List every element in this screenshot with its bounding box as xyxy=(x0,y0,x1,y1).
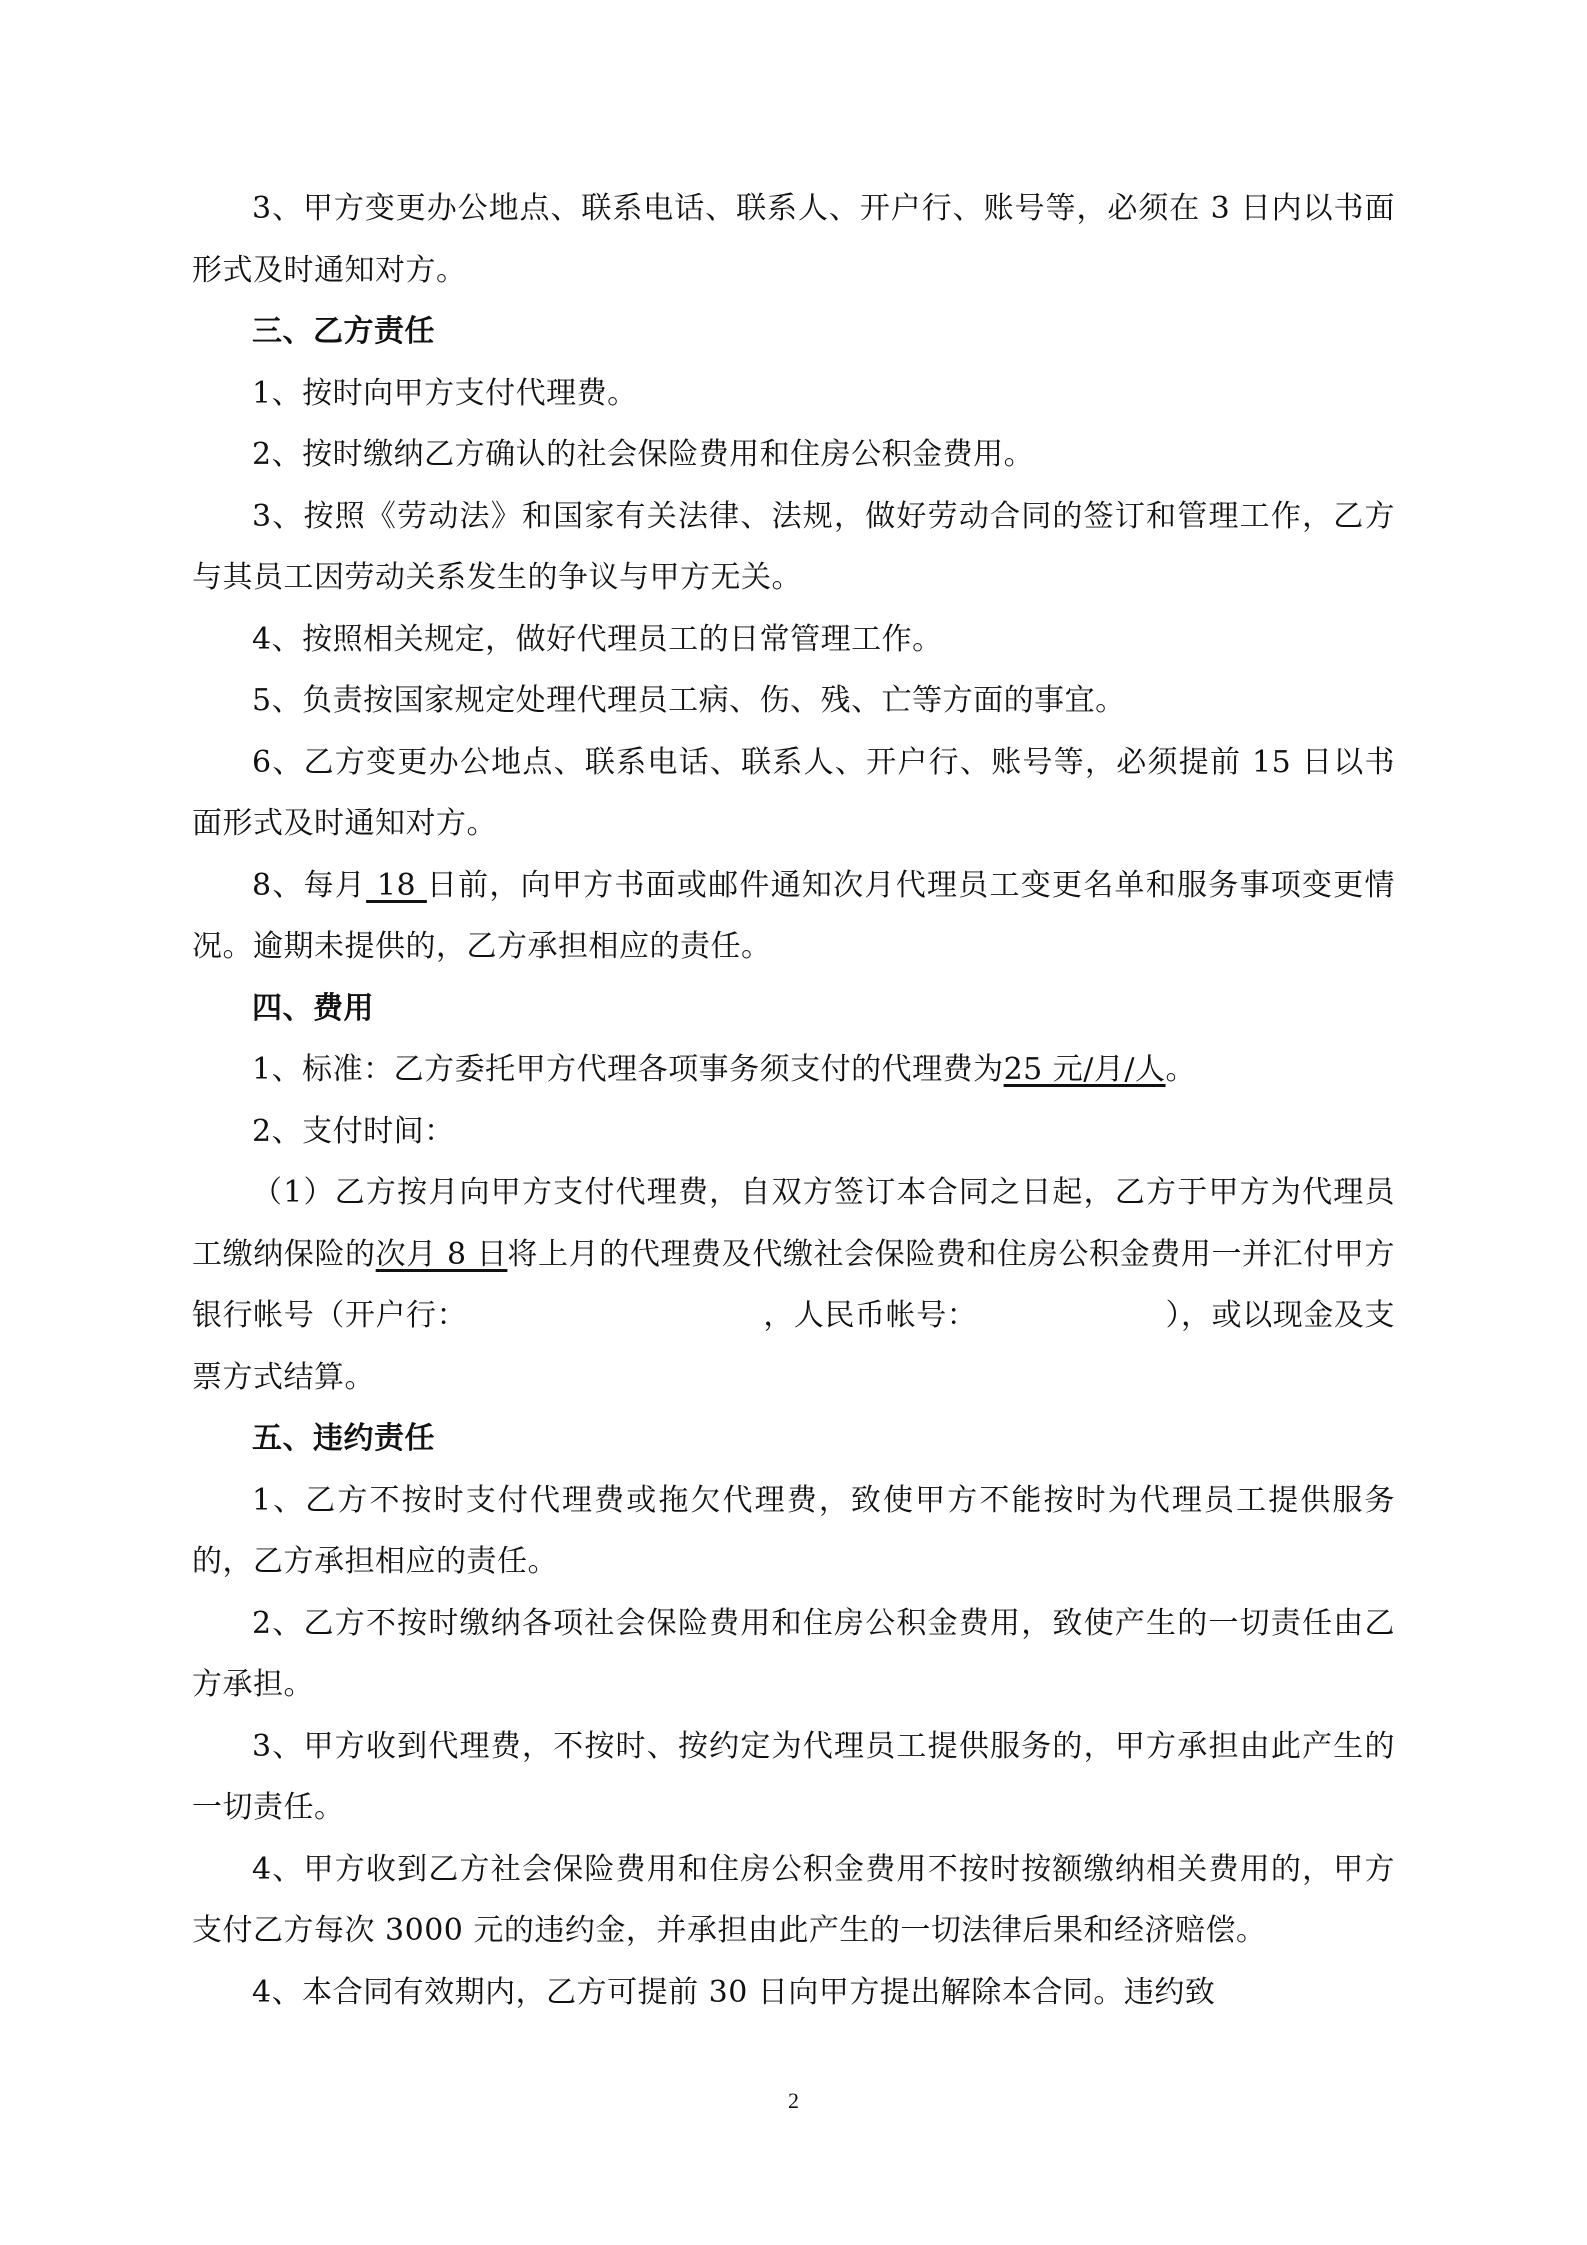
clause-yi-6: 6、乙方变更办公地点、联系电话、联系人、开户行、账号等，必须提前 15 日以书面形式及时通知对方。 xyxy=(192,744,1395,841)
clause-fee-2: 2、支付时间： xyxy=(252,1113,455,1149)
clause-yi-8-after: 日前，向甲方书面或邮件通知次月代理员工变更名单和服务事项变更情况。逾期未提供的，乙方承担相应的责任。 xyxy=(192,867,1396,964)
clause-yi-3: 3、按照《劳动法》和国家有关法律、法规，做好劳动合同的签订和管理工作，乙方与其员工因劳动关系发生的争议与甲方无关。 xyxy=(192,498,1395,595)
page-number: 2 xyxy=(788,2088,799,2113)
section-heading-fees: 四、费用 xyxy=(252,990,374,1026)
clause-breach-1: 1、乙方不按时支付代理费或拖欠代理费，致使甲方不能按时为代理员工提供服务的，乙方承担相应的责任。 xyxy=(192,1482,1395,1579)
clause-jia-3: 3、甲方变更办公地点、联系电话、联系人、开户行、账号等，必须在 3 日内以书面形式及时通知对方。 xyxy=(192,191,1395,288)
clause-yi-8-before: 8、每月 xyxy=(252,867,367,903)
clause-fee-2-1 xyxy=(192,1162,1395,1408)
clause-fee-2-1-middle2: ，人民币帐号： xyxy=(763,1298,978,1333)
clause-fee-1-before: 1、标准：乙方委托甲方代理各项事务须支付的代理费为 xyxy=(252,1052,1004,1087)
section-heading-breach: 五、违约责任 xyxy=(252,1421,435,1456)
clause-yi-4: 4、按照相关规定，做好代理员工的日常管理工作。 xyxy=(252,621,943,657)
clause-yi-5: 5、负责按国家规定处理代理员工病、伤、残、亡等方面的事宜。 xyxy=(252,683,1126,718)
section-heading-yi-responsibility: 三、乙方责任 xyxy=(252,314,435,349)
clause-yi-8 xyxy=(192,855,1395,978)
clause-breach-4a: 4、甲方收到乙方社会保险费用和住房公积金费用不按时按额缴纳相关费用的，甲方支付乙方每次 3000 元的违约金，并承担由此产生的一切法律后果和经济赔偿。 xyxy=(192,1851,1395,1948)
document-body xyxy=(192,178,1395,2023)
clause-fee-2-1-before: （1）乙方按月向甲方支付代理费，自双方签订本合同之日起，乙方于甲方为代理员工缴纳保险的 xyxy=(192,1175,1395,1272)
clause-fee-1 xyxy=(192,1039,1395,1101)
clause-breach-4b: 4、本合同有效期内，乙方可提前 30 日向甲方提出解除本合同。违约致 xyxy=(252,1974,1216,2010)
clause-yi-8-day: 18 xyxy=(366,867,427,903)
clause-breach-3: 3、甲方收到代理费，不按时、按约定为代理员工提供服务的，甲方承担由此产生的一切责任。 xyxy=(192,1728,1395,1825)
clause-yi-1: 1、按时向甲方支付代理费。 xyxy=(252,375,638,411)
clause-fee-2-1-middle: 将上月的代理费及代缴社会保险费和住房公积金费用一并汇付甲方银行帐号（开户行： xyxy=(192,1236,1395,1333)
clause-fee-1-rate: 25 元/月/人 xyxy=(1003,1052,1166,1087)
clause-breach-2: 2、乙方不按时缴纳各项社会保险费用和住房公积金费用，致使产生的一切责任由乙方承担。 xyxy=(192,1605,1395,1702)
clause-fee-2-1-date: 次月 8 日 xyxy=(375,1236,508,1272)
clause-fee-2-1-after: ），或以现金及支票方式结算。 xyxy=(192,1298,1396,1395)
clause-fee-1-after: 。 xyxy=(1165,1052,1197,1087)
clause-yi-2: 2、按时缴纳乙方确认的社会保险费用和住房公积金费用。 xyxy=(252,437,1035,472)
